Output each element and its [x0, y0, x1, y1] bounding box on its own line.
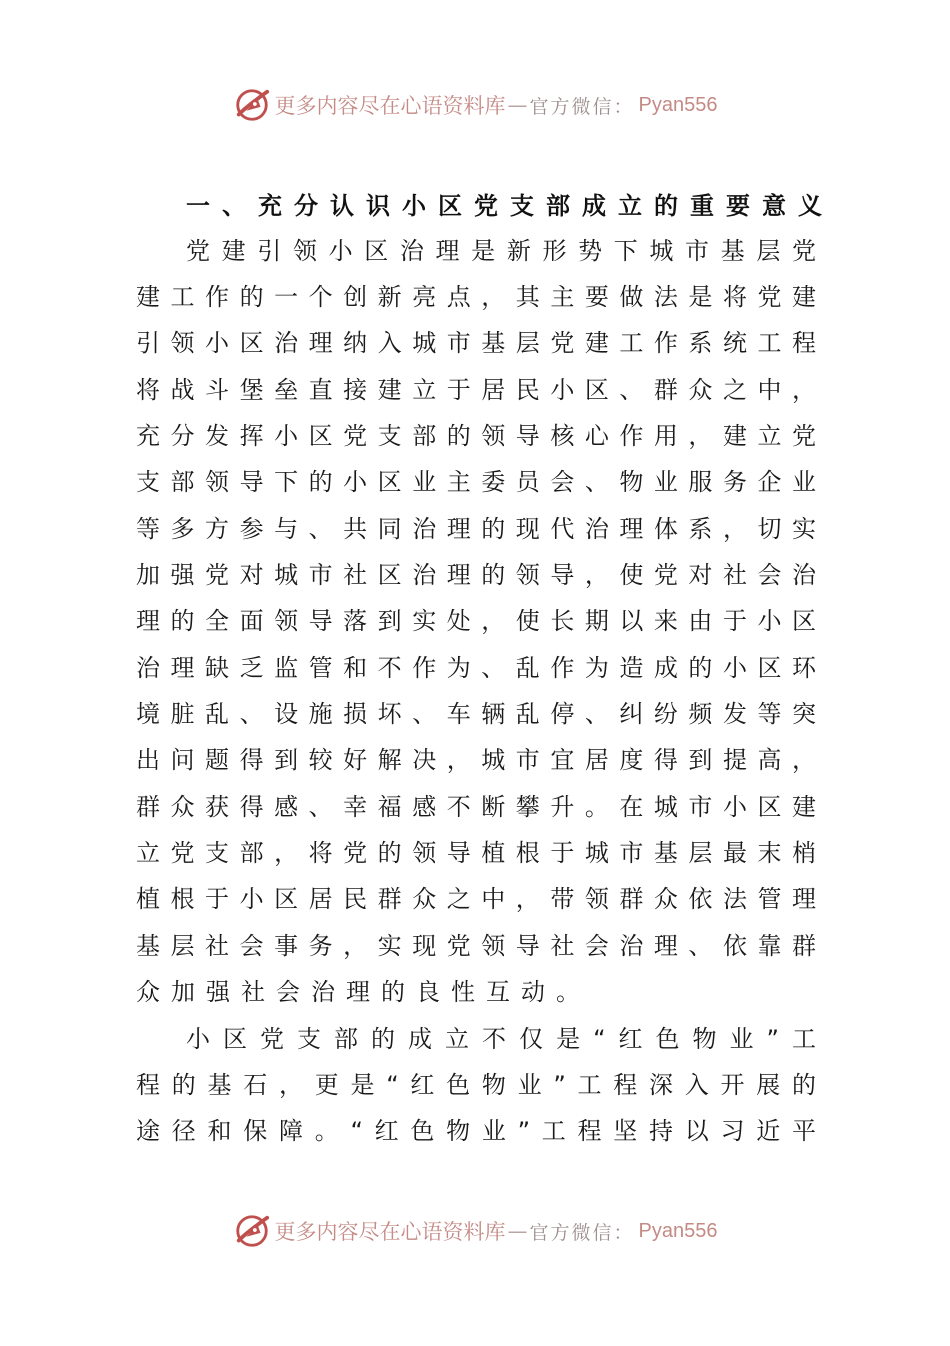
pen-logo-icon	[233, 1212, 271, 1250]
body-line: 出问题得到较好解决，城市宜居度得到提高，	[136, 746, 816, 774]
section-heading: 一、充分认识小区党支部成立的重要意义	[186, 192, 834, 220]
body-line: 群众获得感、幸福感不断攀升。在城市小区建	[136, 793, 816, 821]
banner-dash: —	[507, 1219, 528, 1243]
body-line: 等多方参与、共同治理的现代治理体系，切实	[136, 515, 816, 543]
banner-wechat-id: Pyan556	[638, 1219, 718, 1242]
banner-main-text: 更多内容尽在心语资料库	[274, 94, 506, 118]
body-line: 途径和保障。“红色物业”工程坚持以习近平	[136, 1117, 816, 1145]
body-line: 充分发挥小区党支部的领导核心作用，建立党	[136, 422, 816, 450]
body-line: 建工作的一个创新亮点，其主要做法是将党建	[136, 283, 816, 311]
header-banner	[0, 82, 950, 128]
body-line: 引领小区治理纳入城市基层党建工作系统工程	[136, 329, 816, 357]
banner-account-label: 官方微信：	[529, 95, 635, 118]
body-line: 将战斗堡垒直接建立于居民小区、群众之中，	[136, 376, 816, 404]
body-line: 基层社会事务，实现党领导社会治理、依靠群	[136, 932, 816, 960]
body-line: 理的全面领导落到实处，使长期以来由于小区	[136, 607, 816, 635]
body-line: 境脏乱、设施损坏、车辆乱停、纠纷频发等突	[136, 700, 816, 728]
body-line: 支部领导下的小区业主委员会、物业服务企业	[136, 468, 816, 496]
banner-account-label: 官方微信：	[529, 1221, 635, 1244]
body-line: 治理缺乏监管和不作为、乱作为造成的小区环	[136, 654, 816, 682]
body-line: 立党支部，将党的领导植根于城市基层最末梢	[136, 839, 816, 867]
banner-dash: —	[507, 93, 528, 117]
body-line: 小区党支部的成立不仅是“红色物业”工	[186, 1025, 816, 1053]
body-line: 程的基石，更是“红色物业”工程深入开展的	[136, 1071, 816, 1099]
body-line: 植根于小区居民群众之中，带领群众依法管理	[136, 885, 816, 913]
body-line: 众加强社会治理的良性互动。	[136, 978, 591, 1006]
pen-logo-icon	[233, 86, 271, 124]
banner-main-text: 更多内容尽在心语资料库	[274, 1220, 506, 1244]
body-line: 加强党对城市社区治理的领导，使党对社会治	[136, 561, 816, 589]
footer-banner	[0, 1208, 950, 1254]
body-line: 党建引领小区治理是新形势下城市基层党	[186, 237, 816, 265]
banner-wechat-id: Pyan556	[638, 93, 718, 116]
